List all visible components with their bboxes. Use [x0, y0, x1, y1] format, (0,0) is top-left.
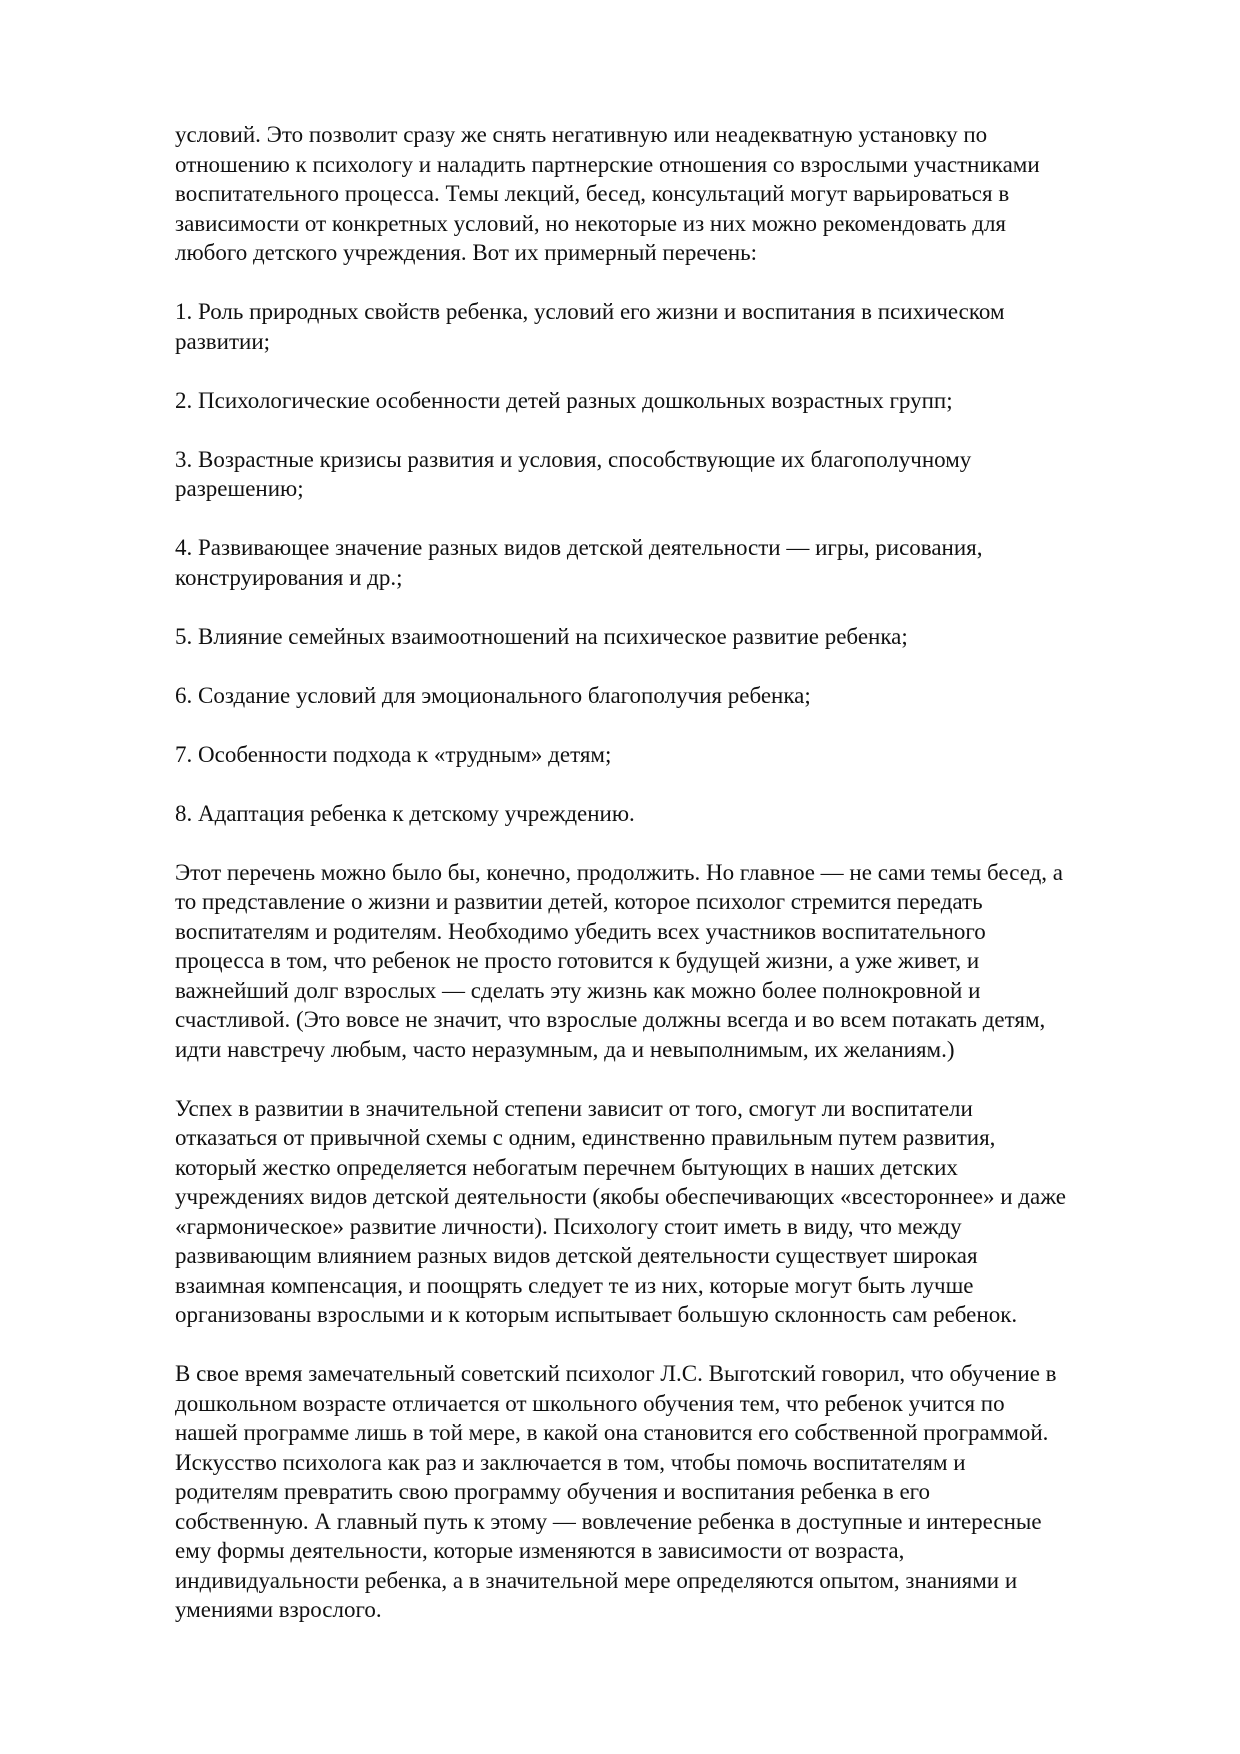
text-line: развитии; — [175, 328, 271, 354]
text-line: Этот перечень можно было бы, конечно, продолжить. Но главное — не сами темы бесед, а — [175, 859, 1064, 885]
text-line: 5. Влияние семейных взаимоотношений на психическое развитие ребенка; — [175, 623, 908, 649]
text-line: важнейший долг взрослых — сделать эту жизнь как можно более полнокровной и — [175, 977, 981, 1003]
text-line: 8. Адаптация ребенка к детскому учреждению. — [175, 800, 635, 826]
text-line: идти навстречу любым, часто неразумным, да и невыполнимым, их желаниям.) — [175, 1036, 955, 1062]
text-line: 7. Особенности подхода к «трудным» детям; — [175, 741, 612, 767]
text-line: развивающим влиянием разных видов детской деятельности существует широкая — [175, 1243, 978, 1268]
text-line: дошкольном возрасте отличается от школьного обучения тем, что ребенок учится по — [175, 1390, 1005, 1416]
text-line: счастливой. (Это вовсе не значит, что взрослые должны всегда и во всем потакать детям, — [175, 1007, 1046, 1032]
text-line: 1. Роль природных свойств ребенка, условий его жизни и воспитания в психическом — [175, 299, 1005, 324]
paragraph — [175, 622, 1175, 652]
text-line: нашей программе лишь в той мере, в какой она становится его собственной программой. — [175, 1420, 1049, 1445]
text-line: условий. Это позволит сразу же снять негативную или неадекватную установку по — [175, 122, 988, 147]
paragraph — [175, 120, 1175, 268]
text-line: 4. Развивающее значение разных видов детской деятельности — игры, рисования, — [175, 535, 983, 560]
text-line: Искусство психолога как раз и заключается в том, чтобы помочь воспитателям и — [175, 1449, 966, 1475]
text-line: умениями взрослого. — [175, 1597, 382, 1622]
text-line: ему формы деятельности, которые изменяются в зависимости от возраста, — [175, 1538, 905, 1563]
text-line: В свое время замечательный советский психолог Л.С. Выготский говорил, что обучение в — [175, 1361, 1057, 1386]
paragraph — [175, 445, 1175, 504]
paragraph — [175, 681, 1175, 711]
text-line: конструирования и др.; — [175, 564, 403, 590]
text-line: зависимости от конкретных условий, но некоторые из них можно рекомендовать для — [175, 210, 1006, 236]
text-line: 3. Возрастные кризисы развития и условия, способствующие их благополучному — [175, 446, 972, 472]
text-line: воспитательного процесса. Темы лекций, бесед, консультаций могут варьироваться в — [175, 181, 1010, 206]
text-line: который жестко определяется небогатым перечнем бытующих в наших детских — [175, 1154, 958, 1180]
text-line: «гармоническое» развитие личности). Психологу стоит иметь в виду, что между — [175, 1213, 962, 1239]
text-line: любого детского учреждения. Вот их примерный перечень: — [175, 240, 758, 265]
text-line: Успех в развитии в значительной степени зависит от того, смогут ли воспитатели — [175, 1095, 973, 1121]
text-line: то представление о жизни и развитии детей, которое психолог стремится передать — [175, 889, 983, 914]
text-line: индивидуальности ребенка, а в значительной мере определяются опытом, знаниями и — [175, 1567, 1018, 1593]
paragraph — [175, 799, 1175, 829]
text-line: 2. Психологические особенности детей разных дошкольных возрастных групп; — [175, 387, 953, 413]
paragraph — [175, 858, 1175, 1065]
text-line: родителям превратить свою программу обучения и воспитания ребенка в его — [175, 1479, 931, 1504]
text-line: воспитателям и родителям. Необходимо убедить всех участников воспитательного — [175, 918, 986, 944]
paragraph — [175, 533, 1175, 592]
text-line: отношению к психологу и наладить партнерские отношения со взрослыми участниками — [175, 151, 1040, 177]
text-line: отказаться от привычной схемы с одним, единственно правильным путем развития, — [175, 1125, 996, 1150]
document-page — [175, 120, 1175, 1654]
text-line: процесса в том, что ребенок не просто готовится к будущей жизни, а уже живет, и — [175, 948, 980, 973]
text-line: разрешению; — [175, 476, 304, 501]
paragraph — [175, 297, 1175, 356]
paragraph — [175, 740, 1175, 770]
text-line: 6. Создание условий для эмоционального благополучия ребенка; — [175, 682, 811, 708]
paragraph — [175, 386, 1175, 416]
paragraph — [175, 1359, 1175, 1625]
paragraph — [175, 1094, 1175, 1330]
text-line: организованы взрослыми и к которым испытывает большую склонность сам ребенок. — [175, 1302, 1018, 1327]
text-line: взаимная компенсация, и поощрять следует те из них, которые могут быть лучше — [175, 1272, 974, 1298]
text-line: учреждениях видов детской деятельности (якобы обеспечивающих «всестороннее» и даже — [175, 1184, 1067, 1209]
text-line: собственную. А главный путь к этому — вовлечение ребенка в доступные и интересные — [175, 1508, 1042, 1534]
